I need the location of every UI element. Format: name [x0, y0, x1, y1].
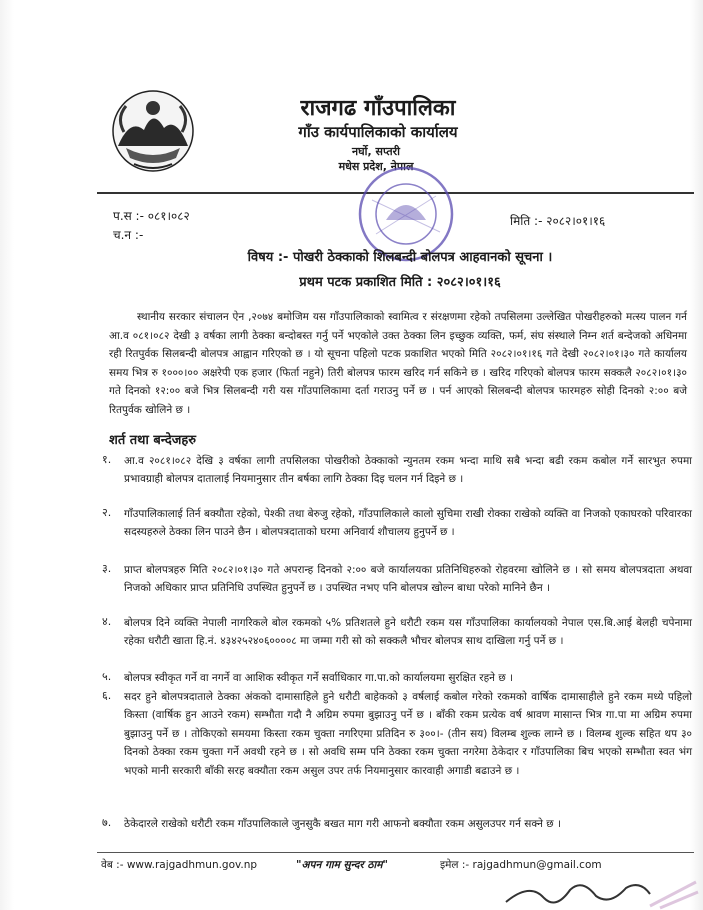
nepal-emblem-icon — [110, 88, 196, 174]
org-province: मधेस प्रदेश, नेपाल — [338, 160, 414, 173]
condition-text: आ.व २०८१।०८२ देखि ३ वर्षका लागी तपसिलका पोखरीको ठेक्काको न्युनतम रकम भन्दा माथि सबै भन्दा बढी रकम कबोल गर्ने सारभुत रुपमा प्रभावग्राही बोलपत्र दातालाई नियमानुसार तीन बर्षका लागि ठेक्का दिइ चलन गर्न दिइने छ । — [124, 455, 692, 486]
condition-number: २. — [102, 506, 112, 519]
intro-paragraph: स्थानीय सरकार संचालन ऐन ,२०७४ बमोजिम यस गाँउपालिकाको स्वामित्व र संरक्षणमा रहेको तपसिलमा उल्लेखित पोखरीहरुको मत्स्य पालन गर्न आ.व ०८१।०८२ देखी ३ वर्षका लागी ठेक्का बन्दोबस्त गर्नु पर्ने भएकोले उक्त ठेक्का लिन इच्छुक व्यक्ति, फर्म, संघ संस्थाले निम्न शर्त बन्देजको अधिनमा रही रितपुर्वक सिलबन्दी बोलपत्र आह्वान गरिएको छ । यो सूचना पहिलो पटक प्रकाशित भएको मिति २०८२।०१।१६ गते देखी २०८२।०१।३० गते कार्यालय समय भित्र रु १०००।०० अक्षरेपी एक हजार (फिर्ता नहुने) तिरी बोलपत्र फारम खरिद गर्न सकिने छ । खरिद गरिएको बोलपत्र फारम सक्कलै २०८२।०१।३० गते दिनको १२:०० बजे भित्र सिलबन्दी गरी यस गाँउपालिकामा दर्ता गराउनु पर्ने छ । पर्न आएको सिलबन्दी बोलपत्र फारमहरु सोही दिनको २:०० बजे रितपुर्वक खोलिने छ । — [109, 311, 687, 416]
condition-number: ५. — [102, 670, 112, 683]
condition-item — [102, 688, 692, 780]
org-office: गाँउ कार्यपालिकाको कार्यालय — [298, 123, 458, 141]
reference-ps: प.स :- ०८१।०८२ — [113, 209, 190, 223]
reference-cn: च.न :- — [113, 228, 144, 242]
condition-text: बोलपत्र स्वीकृत गर्ने वा नगर्ने वा आशिक स्वीकृत गर्ने सर्वाधिकार गा.पा.को कार्यालयमा सुरक्षित रहने छ । — [124, 672, 514, 684]
condition-number: ६. — [102, 689, 112, 702]
conditions-heading: शर्त तथा बन्देजहरु — [109, 433, 197, 448]
condition-item — [102, 815, 692, 833]
condition-text: गाँउपालिकालाई तिर्न बक्यौता रहेको, पेश्की तथा बेरुजु रहेको, गाँउपालिकाले कालो सुचिमा राखी रोक्का राखेको व्यक्ति वा निजको एकाघरको परिवारका सदस्यहरुले ठेक्का लिन पाउने छैन । बोलपत्रदाताको घरमा अनिवार्य शौचालय हुनुपर्ने छ । — [124, 508, 692, 539]
footer-rule — [97, 852, 694, 853]
condition-item — [102, 669, 692, 687]
footer-slogan: "अपन गाम सुन्दर ठाम" — [296, 859, 388, 871]
handwritten-signature-icon — [500, 876, 700, 910]
condition-number: १. — [102, 453, 112, 466]
condition-text: प्राप्त बोलपत्रहरु मिति २०८२।०१।३० गते अपरान्ह दिनको २:०० बजे कार्यालयका प्रतिनिधिहरुको रोहवरमा खोलिने छ । सो समय बोलपत्रदाता अथवा निजको अधिकार प्राप्त प्रतिनिधि उपस्थित हुनुपर्ने छ । उपस्थित नभए पनि बोलपत्र खोल्न बाधा परेको मानिने छैन । — [124, 564, 692, 595]
footer-website: वेब :- www.rajgadhmun.gov.np — [101, 859, 258, 871]
condition-item — [102, 614, 692, 651]
condition-text: बोलपत्र दिने व्यक्ति नेपाली नागरिकले बोल रकमको ५% प्रतिशतले हुने धरौटी रकम यस गाँउपालिका कार्यालयको नेपाल एस.बि.आई बेलही चपेनामा रहेका धरौटी खाता हि.नं. ४३४२५२४०६००००८ मा जम्मा गरी सो को सक्कलै भौचर बोलपत्र साथ दाखिला गर्नु पर्ने छ । — [124, 617, 692, 648]
condition-item — [102, 452, 692, 489]
condition-number: ३. — [102, 562, 112, 575]
condition-item — [102, 505, 692, 542]
org-place: नर्घो, सप्तरी — [352, 145, 400, 158]
condition-number: ७. — [102, 816, 112, 829]
condition-item — [102, 561, 692, 598]
condition-text: ठेकेदारले राखेको धरौटी रकम गाँउपालिकाले जुनसुकै बखत माग गरी आफनो बक्यौता रकम असुलउपर गर्न सक्ने छ । — [124, 818, 561, 830]
publish-date: प्रथम पटक प्रकाशित मिति : २०८२।०१।१६ — [299, 275, 501, 290]
condition-number: ४. — [102, 615, 112, 628]
notice-subject: विषय :- पोखरी ठेक्काको शिलबन्दी बोलपत्र आहवानको सूचना । — [247, 250, 553, 265]
org-name: राजगढ गाँउपालिका — [300, 96, 456, 121]
notice-date: मिति :- २०८२।०१।१६ — [510, 214, 606, 228]
condition-text: सदर हुने बोलपत्रदाताले ठेक्का अंकको दामासाहिले हुने धरौटी बाहेकको ३ वर्षलाई कबोल गरेको रकमको वार्षिक दामासाहीले हुने रकम मध्ये पहिलो किस्ता (वार्षिक हुन आउने रकम) सम्भौता गदौ नै अग्रिम रुपमा बुझाउनु पर्ने छ । बाँकी रकम प्रत्येक वर्ष श्रावण मासान्त भित्र गा.पा मा अग्रिम रुपमा बुझाउनु पर्ने छ । तोकिएको समयमा किस्ता रकम चुक्ता नगरिएमा प्रतिदिन रु ३००।- (तीन सय) विलम्ब शुल्क लाग्ने छ । विलम्ब शुल्क सहित थप ३० दिनको ठेक्का रकम चुक्ता गर्ने अवधी रहने छ । सो अवधि सम्म पनि ठेक्का रकम चुक्ता नगरेमा ठेकेदार र गाँउपालिका बिच भएको सम्भौता स्वत भंग भएको मानी सरकारी बाँकी सरह बक्यौता रकम असुल उपर तर्फ नियमानुसार कारवाही अगाडी बढाउने छ । — [124, 691, 692, 777]
footer-email: इमेल :- rajgadhmun@gmail.com — [440, 859, 602, 871]
